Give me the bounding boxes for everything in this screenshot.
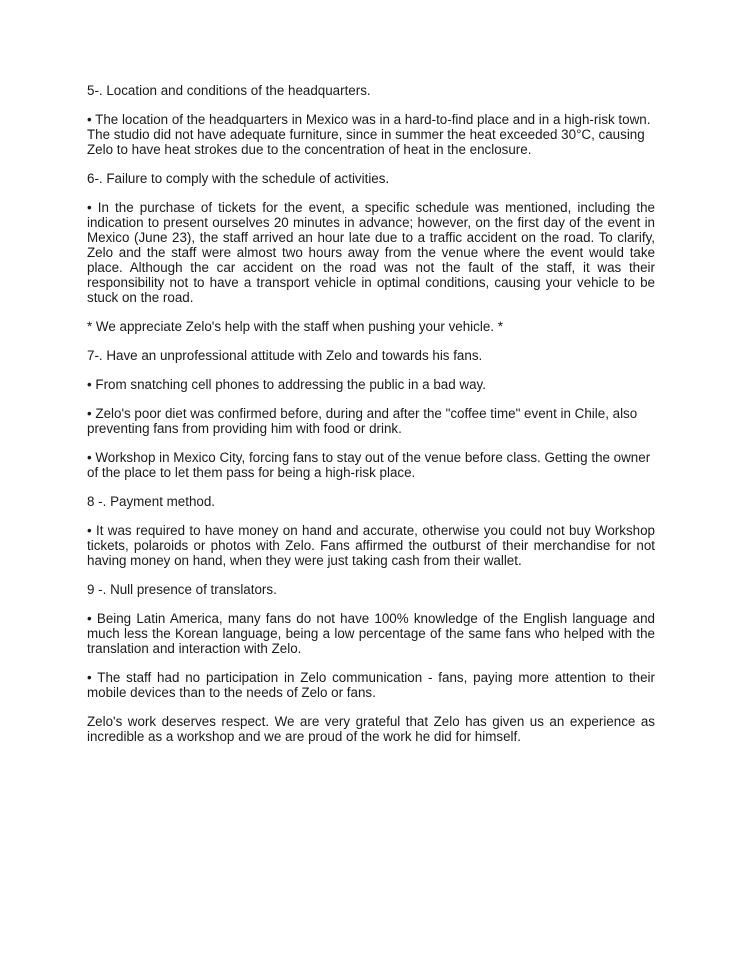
- paragraph-closing: Zelo's work deserves respect. We are very grateful that Zelo has given us an experience as incredible as a workshop and we are proud of the work he did for himself.: [87, 714, 655, 744]
- paragraph-cell-phones: • From snatching cell phones to addressing the public in a bad way.: [87, 377, 486, 392]
- heading-section-9: 9 -. Null presence of translators.: [87, 582, 277, 597]
- heading-section-7: 7-. Have an unprofessional attitude with Zelo and towards his fans.: [87, 348, 483, 363]
- document-page: [87, 83, 655, 758]
- paragraph-headquarters: • The location of the headquarters in Mexico was in a hard-to-find place and in a high-risk town. The studio did not have adequate furniture, since in summer the heat exceeded 30°C, causing Zelo to have heat strokes due to the concentration of heat in the enclosure.: [87, 112, 651, 157]
- paragraph-schedule: • In the purchase of tickets for the event, a specific schedule was mentioned, including the indication to present ourselves 20 minutes in advance; however, on the first day of the event in Mexico (June 23), the staff arrived an hour late due to a traffic accident on the road. To clarify, Zelo and the staff were almost two hours away from the venue where the event would take place. Although the car accident on the road was not the fault of the staff, it was their responsibility not to have a transport vehicle in optimal conditions, causing your vehicle to be stuck on the road.: [87, 200, 655, 305]
- paragraph-payment: • It was required to have money on hand and accurate, otherwise you could not buy Workshop tickets, polaroids or photos with Zelo. Fans affirmed the outburst of their merchandise for not having money on hand, when they were just taking cash from their wallet.: [87, 523, 655, 568]
- paragraph-staff-communication: • The staff had no participation in Zelo communication - fans, paying more attention to their mobile devices than to the needs of Zelo or fans.: [87, 670, 655, 700]
- heading-section-5: 5-. Location and conditions of the headquarters.: [87, 83, 371, 98]
- paragraph-workshop-mexico: • Workshop in Mexico City, forcing fans to stay out of the venue before class. Getting the owner of the place to let them pass for being a high-risk place.: [87, 450, 651, 480]
- heading-section-6: 6-. Failure to comply with the schedule of activities.: [87, 171, 390, 186]
- paragraph-appreciation-note: * We appreciate Zelo's help with the staff when pushing your vehicle. *: [87, 319, 503, 334]
- paragraph-diet: • Zelo's poor diet was confirmed before, during and after the "coffee time" event in Chile, also preventing fans from providing him with food or drink.: [87, 406, 638, 436]
- heading-section-8: 8 -. Payment method.: [87, 494, 216, 509]
- paragraph-translators: • Being Latin America, many fans do not have 100% knowledge of the English language and much less the Korean language, being a low percentage of the same fans who helped with the translation and interaction with Zelo.: [87, 611, 655, 656]
